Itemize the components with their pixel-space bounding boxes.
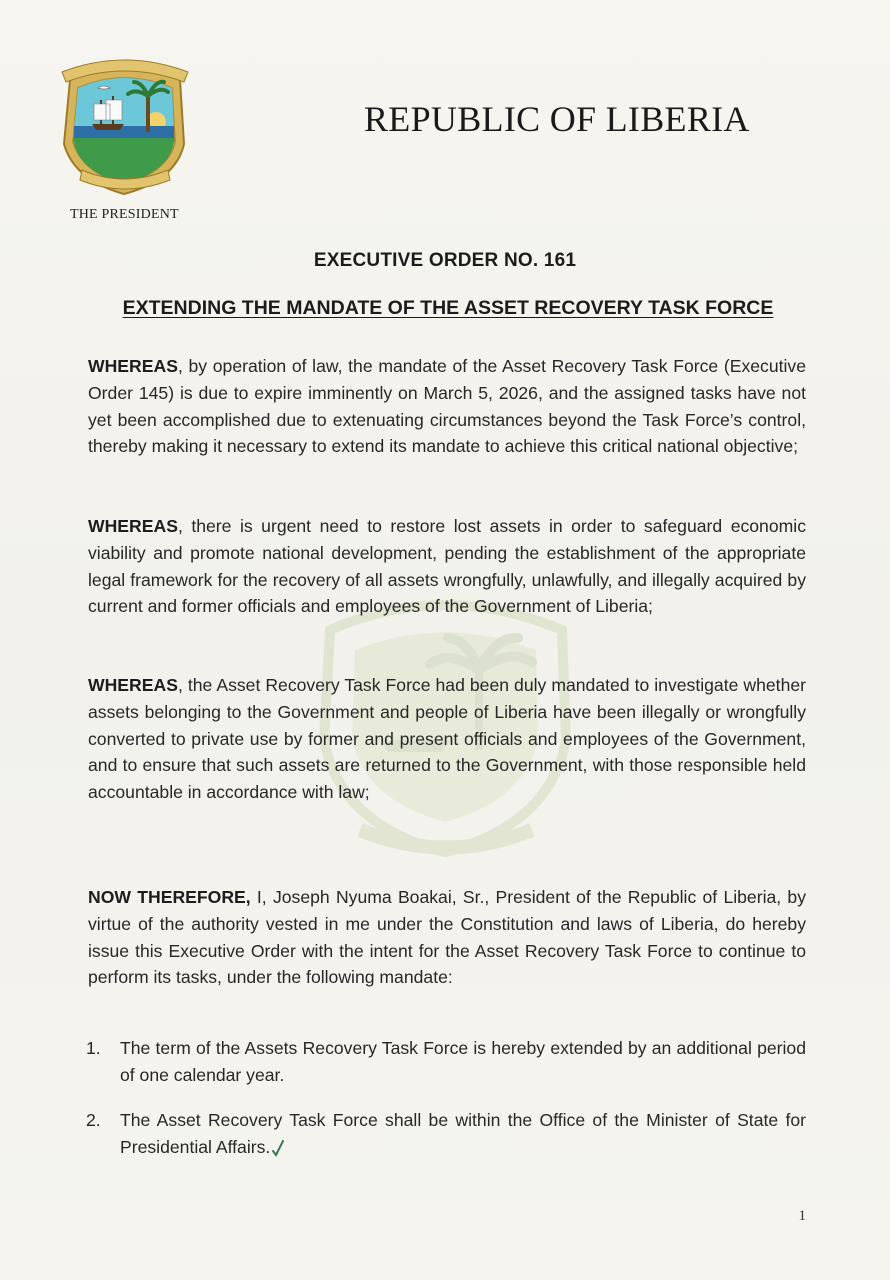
paragraph-text: , by operation of law, the mandate of the Asset Recovery Task Force (Executive Order 145) is due to expire imminently on March 5, 2026, and the assigned tasks have not yet been accomplished due to extenuating circumstances beyond the Task Force’s control, thereby making it necessary to extend its mandate to achieve this critical national objective; xyxy=(88,356,806,457)
executive-order-number: EXECUTIVE ORDER NO. 161 xyxy=(313,250,577,271)
paragraph-lead: WHEREAS xyxy=(88,675,178,695)
coat-of-arms-seal xyxy=(52,52,197,197)
mandate-item-text-content: The Asset Recovery Task Force shall be within the Office of the Minister of State for Presidential Affairs. xyxy=(120,1110,806,1157)
country-title: REPUBLIC OF LIBERIA xyxy=(364,99,750,139)
mandate-item xyxy=(86,1107,806,1161)
mandate-item-text: The term of the Assets Recovery Task Force is hereby extended by an additional period of one calendar year. xyxy=(120,1038,806,1085)
mandate-item xyxy=(86,1035,806,1089)
whereas-paragraph xyxy=(88,353,806,460)
mandate-item-number: 1. xyxy=(86,1038,101,1058)
whereas-paragraph xyxy=(88,513,806,620)
executive-order-title: EXTENDING THE MANDATE OF THE ASSET RECOVERY TASK FORCE xyxy=(122,297,774,319)
paragraph-lead: NOW THEREFORE, xyxy=(88,887,251,907)
paragraph-lead: WHEREAS xyxy=(88,516,178,536)
paragraph-text: , the Asset Recovery Task Force had been duly mandated to investigate whether assets belonging to the Government and people of Liberia have been illegally or wrongfully converted to private use by former and present officials and employees of the Government, and to ensure that such assets are returned to the Government, with those responsible held accountable in accordance with law; xyxy=(88,675,806,803)
check-tick-icon xyxy=(271,1139,285,1157)
office-label: THE PRESIDENT xyxy=(70,207,179,222)
paragraph-lead: WHEREAS xyxy=(88,356,178,376)
whereas-paragraph xyxy=(88,672,806,806)
mandate-item-text xyxy=(120,1107,806,1161)
now-therefore-paragraph xyxy=(88,884,806,991)
mandate-item-number: 2. xyxy=(86,1110,101,1130)
page-number: 1 xyxy=(798,1208,806,1224)
paragraph-text: I, Joseph Nyuma Boakai, Sr., President of the Republic of Liberia, by virtue of the authority vested in me under the Constitution and laws of Liberia, do hereby issue this Executive Order with the intent for the Asset Recovery Task Force to continue to perform its tasks, under the following mandate: xyxy=(88,887,806,988)
paragraph-text: , there is urgent need to restore lost assets in order to safeguard economic viability and promote national development, pending the establishment of the appropriate legal framework for the recovery of all assets wrongfully, unlawfully, and illegally acquired by current and former officials and employees of the Government of Liberia; xyxy=(88,516,806,617)
